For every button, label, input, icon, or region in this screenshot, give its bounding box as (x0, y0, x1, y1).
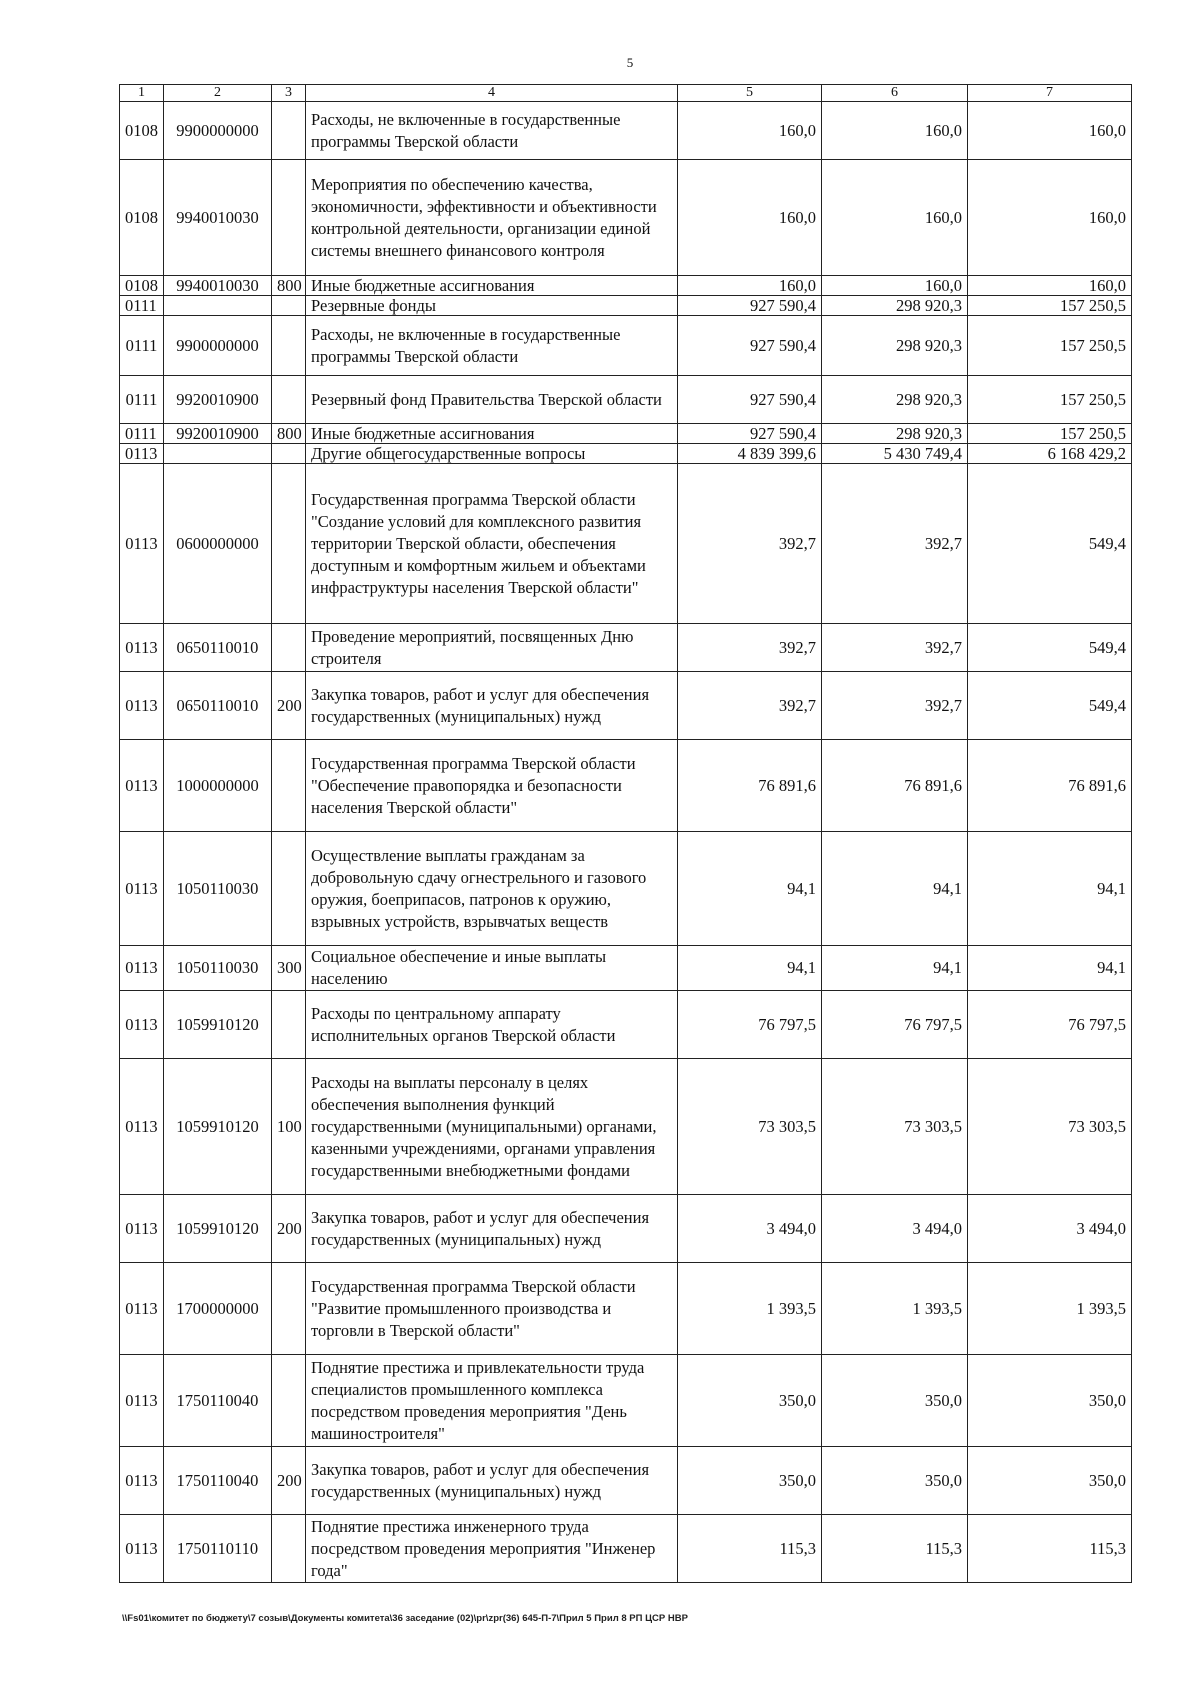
section-code: 0113 (120, 946, 164, 991)
amount-col-6: 76 797,5 (822, 991, 968, 1059)
section-code: 0113 (120, 740, 164, 832)
amount-col-6: 298 920,3 (822, 376, 968, 424)
expense-type-code: 800 (272, 424, 306, 444)
description: Расходы, не включенные в государственные программы Тверской области (306, 316, 678, 376)
expense-type-code (272, 991, 306, 1059)
description: Социальное обеспечение и иные выплаты населению (306, 946, 678, 991)
amount-col-5: 350,0 (678, 1355, 822, 1447)
target-article-code: 1750110110 (164, 1515, 272, 1583)
amount-col-6: 115,3 (822, 1515, 968, 1583)
column-header: 5 (678, 85, 822, 102)
table-row (120, 464, 1132, 624)
amount-col-5: 76 891,6 (678, 740, 822, 832)
column-header: 6 (822, 85, 968, 102)
amount-col-7: 76 891,6 (968, 740, 1132, 832)
amount-col-6: 94,1 (822, 946, 968, 991)
amount-col-6: 76 891,6 (822, 740, 968, 832)
description: Расходы по центральному аппарату исполнительных органов Тверской области (306, 991, 678, 1059)
section-code: 0113 (120, 1195, 164, 1263)
amount-col-7: 350,0 (968, 1447, 1132, 1515)
column-header: 4 (306, 85, 678, 102)
section-code: 0113 (120, 991, 164, 1059)
description: Закупка товаров, работ и услуг для обеспечения государственных (муниципальных) нужд (306, 1195, 678, 1263)
table-row (120, 624, 1132, 672)
amount-col-6: 1 393,5 (822, 1263, 968, 1355)
target-article-code: 1700000000 (164, 1263, 272, 1355)
amount-col-6: 298 920,3 (822, 316, 968, 376)
amount-col-7: 94,1 (968, 946, 1132, 991)
footer-file-path: \\Fs01\комитет по бюджету\7 созыв\Документы комитета\36 заседание (02)\pr\zpr(36) 645-П-7\Прил 5 Прил 8 РП ЦСР НВР (122, 1613, 688, 1624)
amount-col-6: 160,0 (822, 160, 968, 276)
target-article-code (164, 296, 272, 316)
amount-col-5: 73 303,5 (678, 1059, 822, 1195)
target-article-code: 1059910120 (164, 991, 272, 1059)
table-body (120, 102, 1132, 1583)
amount-col-5: 927 590,4 (678, 424, 822, 444)
expense-type-code (272, 464, 306, 624)
expense-type-code (272, 740, 306, 832)
description: Резервный фонд Правительства Тверской области (306, 376, 678, 424)
expense-type-code (272, 832, 306, 946)
table-row (120, 102, 1132, 160)
target-article-code: 1000000000 (164, 740, 272, 832)
section-code: 0108 (120, 102, 164, 160)
target-article-code: 0650110010 (164, 624, 272, 672)
description: Мероприятия по обеспечению качества, экономичности, эффективности и объективности контрольной деятельности, организации единой системы внешнего финансового контроля (306, 160, 678, 276)
target-article-code: 9900000000 (164, 316, 272, 376)
section-code: 0113 (120, 1355, 164, 1447)
amount-col-6: 160,0 (822, 276, 968, 296)
table-row (120, 991, 1132, 1059)
table-row (120, 276, 1132, 296)
amount-col-5: 392,7 (678, 672, 822, 740)
section-code: 0111 (120, 424, 164, 444)
amount-col-5: 160,0 (678, 160, 822, 276)
description: Закупка товаров, работ и услуг для обеспечения государственных (муниципальных) нужд (306, 1447, 678, 1515)
amount-col-7: 549,4 (968, 624, 1132, 672)
expense-type-code (272, 624, 306, 672)
amount-col-7: 549,4 (968, 672, 1132, 740)
amount-col-7: 549,4 (968, 464, 1132, 624)
amount-col-5: 94,1 (678, 946, 822, 991)
expense-type-code (272, 160, 306, 276)
budget-table (119, 84, 1132, 1583)
amount-col-5: 3 494,0 (678, 1195, 822, 1263)
table-header-row (120, 85, 1132, 102)
target-article-code: 0650110010 (164, 672, 272, 740)
amount-col-6: 5 430 749,4 (822, 444, 968, 464)
section-code: 0111 (120, 316, 164, 376)
description: Осуществление выплаты гражданам за добровольную сдачу огнестрельного и газового оружия, боеприпасов, патронов к оружию, взрывных устройств, взрывчатых веществ (306, 832, 678, 946)
amount-col-7: 73 303,5 (968, 1059, 1132, 1195)
column-header: 3 (272, 85, 306, 102)
amount-col-5: 927 590,4 (678, 316, 822, 376)
amount-col-7: 160,0 (968, 160, 1132, 276)
description: Государственная программа Тверской области "Развитие промышленного производства и торговли в Тверской области" (306, 1263, 678, 1355)
description: Другие общегосударственные вопросы (306, 444, 678, 464)
table-row (120, 316, 1132, 376)
amount-col-6: 94,1 (822, 832, 968, 946)
amount-col-6: 3 494,0 (822, 1195, 968, 1263)
amount-col-5: 115,3 (678, 1515, 822, 1583)
amount-col-6: 73 303,5 (822, 1059, 968, 1195)
table-row (120, 1515, 1132, 1583)
amount-col-6: 298 920,3 (822, 296, 968, 316)
amount-col-6: 350,0 (822, 1447, 968, 1515)
amount-col-7: 3 494,0 (968, 1195, 1132, 1263)
section-code: 0113 (120, 1263, 164, 1355)
table-row (120, 1355, 1132, 1447)
section-code: 0113 (120, 1447, 164, 1515)
expense-type-code (272, 102, 306, 160)
expense-type-code (272, 444, 306, 464)
section-code: 0111 (120, 296, 164, 316)
amount-col-7: 160,0 (968, 102, 1132, 160)
section-code: 0108 (120, 160, 164, 276)
amount-col-7: 157 250,5 (968, 316, 1132, 376)
amount-col-6: 392,7 (822, 672, 968, 740)
target-article-code (164, 444, 272, 464)
amount-col-7: 157 250,5 (968, 376, 1132, 424)
expense-type-code: 200 (272, 1447, 306, 1515)
column-header: 7 (968, 85, 1132, 102)
section-code: 0113 (120, 464, 164, 624)
table-row (120, 424, 1132, 444)
table-row (120, 1447, 1132, 1515)
expense-type-code: 200 (272, 672, 306, 740)
section-code: 0113 (120, 444, 164, 464)
table-row (120, 1263, 1132, 1355)
amount-col-7: 350,0 (968, 1355, 1132, 1447)
description: Закупка товаров, работ и услуг для обеспечения государственных (муниципальных) нужд (306, 672, 678, 740)
amount-col-5: 927 590,4 (678, 376, 822, 424)
amount-col-5: 392,7 (678, 464, 822, 624)
description: Резервные фонды (306, 296, 678, 316)
table-row (120, 444, 1132, 464)
amount-col-7: 94,1 (968, 832, 1132, 946)
amount-col-6: 160,0 (822, 102, 968, 160)
amount-col-5: 927 590,4 (678, 296, 822, 316)
expense-type-code: 300 (272, 946, 306, 991)
amount-col-7: 157 250,5 (968, 424, 1132, 444)
amount-col-7: 6 168 429,2 (968, 444, 1132, 464)
expense-type-code (272, 316, 306, 376)
column-header: 1 (120, 85, 164, 102)
table-row (120, 376, 1132, 424)
page-number: 5 (626, 55, 634, 70)
section-code: 0113 (120, 832, 164, 946)
description: Расходы, не включенные в государственные программы Тверской области (306, 102, 678, 160)
amount-col-6: 350,0 (822, 1355, 968, 1447)
amount-col-5: 160,0 (678, 276, 822, 296)
expense-type-code: 200 (272, 1195, 306, 1263)
section-code: 0113 (120, 1515, 164, 1583)
section-code: 0113 (120, 672, 164, 740)
amount-col-5: 392,7 (678, 624, 822, 672)
target-article-code: 9920010900 (164, 376, 272, 424)
section-code: 0108 (120, 276, 164, 296)
target-article-code: 0600000000 (164, 464, 272, 624)
table-row (120, 946, 1132, 991)
amount-col-5: 76 797,5 (678, 991, 822, 1059)
expense-type-code (272, 1515, 306, 1583)
description: Проведение мероприятий, посвященных Дню строителя (306, 624, 678, 672)
target-article-code: 9940010030 (164, 160, 272, 276)
description: Государственная программа Тверской области "Обеспечение правопорядка и безопасности населения Тверской области" (306, 740, 678, 832)
target-article-code: 9940010030 (164, 276, 272, 296)
target-article-code: 9900000000 (164, 102, 272, 160)
amount-col-5: 4 839 399,6 (678, 444, 822, 464)
amount-col-5: 160,0 (678, 102, 822, 160)
description: Расходы на выплаты персоналу в целях обеспечения выполнения функций государственными (муниципальными) органами, казенными учреждениями, органами управления государственными внебюджетными фондами (306, 1059, 678, 1195)
target-article-code: 1750110040 (164, 1447, 272, 1515)
description: Поднятие престижа инженерного труда посредством проведения мероприятия "Инженер года" (306, 1515, 678, 1583)
amount-col-7: 157 250,5 (968, 296, 1132, 316)
column-header: 2 (164, 85, 272, 102)
description: Иные бюджетные ассигнования (306, 276, 678, 296)
amount-col-7: 1 393,5 (968, 1263, 1132, 1355)
target-article-code: 1750110040 (164, 1355, 272, 1447)
description: Поднятие престижа и привлекательности труда специалистов промышленного комплекса посредством проведения мероприятия "День машиностроителя" (306, 1355, 678, 1447)
table-row (120, 740, 1132, 832)
description: Государственная программа Тверской области "Создание условий для комплексного развития территории Тверской области, обеспечения доступным и комфортным жильем и объектами инфраструктуры населения Тверской области" (306, 464, 678, 624)
target-article-code: 1059910120 (164, 1059, 272, 1195)
amount-col-7: 115,3 (968, 1515, 1132, 1583)
expense-type-code (272, 376, 306, 424)
amount-col-7: 76 797,5 (968, 991, 1132, 1059)
target-article-code: 1050110030 (164, 832, 272, 946)
table-row (120, 832, 1132, 946)
table-row (120, 1059, 1132, 1195)
table-row (120, 160, 1132, 276)
table-row (120, 1195, 1132, 1263)
amount-col-6: 392,7 (822, 464, 968, 624)
expense-type-code (272, 296, 306, 316)
amount-col-7: 160,0 (968, 276, 1132, 296)
table-row (120, 672, 1132, 740)
section-code: 0111 (120, 376, 164, 424)
table-row (120, 296, 1132, 316)
amount-col-5: 350,0 (678, 1447, 822, 1515)
target-article-code: 9920010900 (164, 424, 272, 444)
expense-type-code (272, 1355, 306, 1447)
target-article-code: 1050110030 (164, 946, 272, 991)
target-article-code: 1059910120 (164, 1195, 272, 1263)
amount-col-6: 298 920,3 (822, 424, 968, 444)
amount-col-6: 392,7 (822, 624, 968, 672)
amount-col-5: 94,1 (678, 832, 822, 946)
section-code: 0113 (120, 624, 164, 672)
section-code: 0113 (120, 1059, 164, 1195)
expense-type-code: 100 (272, 1059, 306, 1195)
expense-type-code (272, 1263, 306, 1355)
amount-col-5: 1 393,5 (678, 1263, 822, 1355)
expense-type-code: 800 (272, 276, 306, 296)
description: Иные бюджетные ассигнования (306, 424, 678, 444)
